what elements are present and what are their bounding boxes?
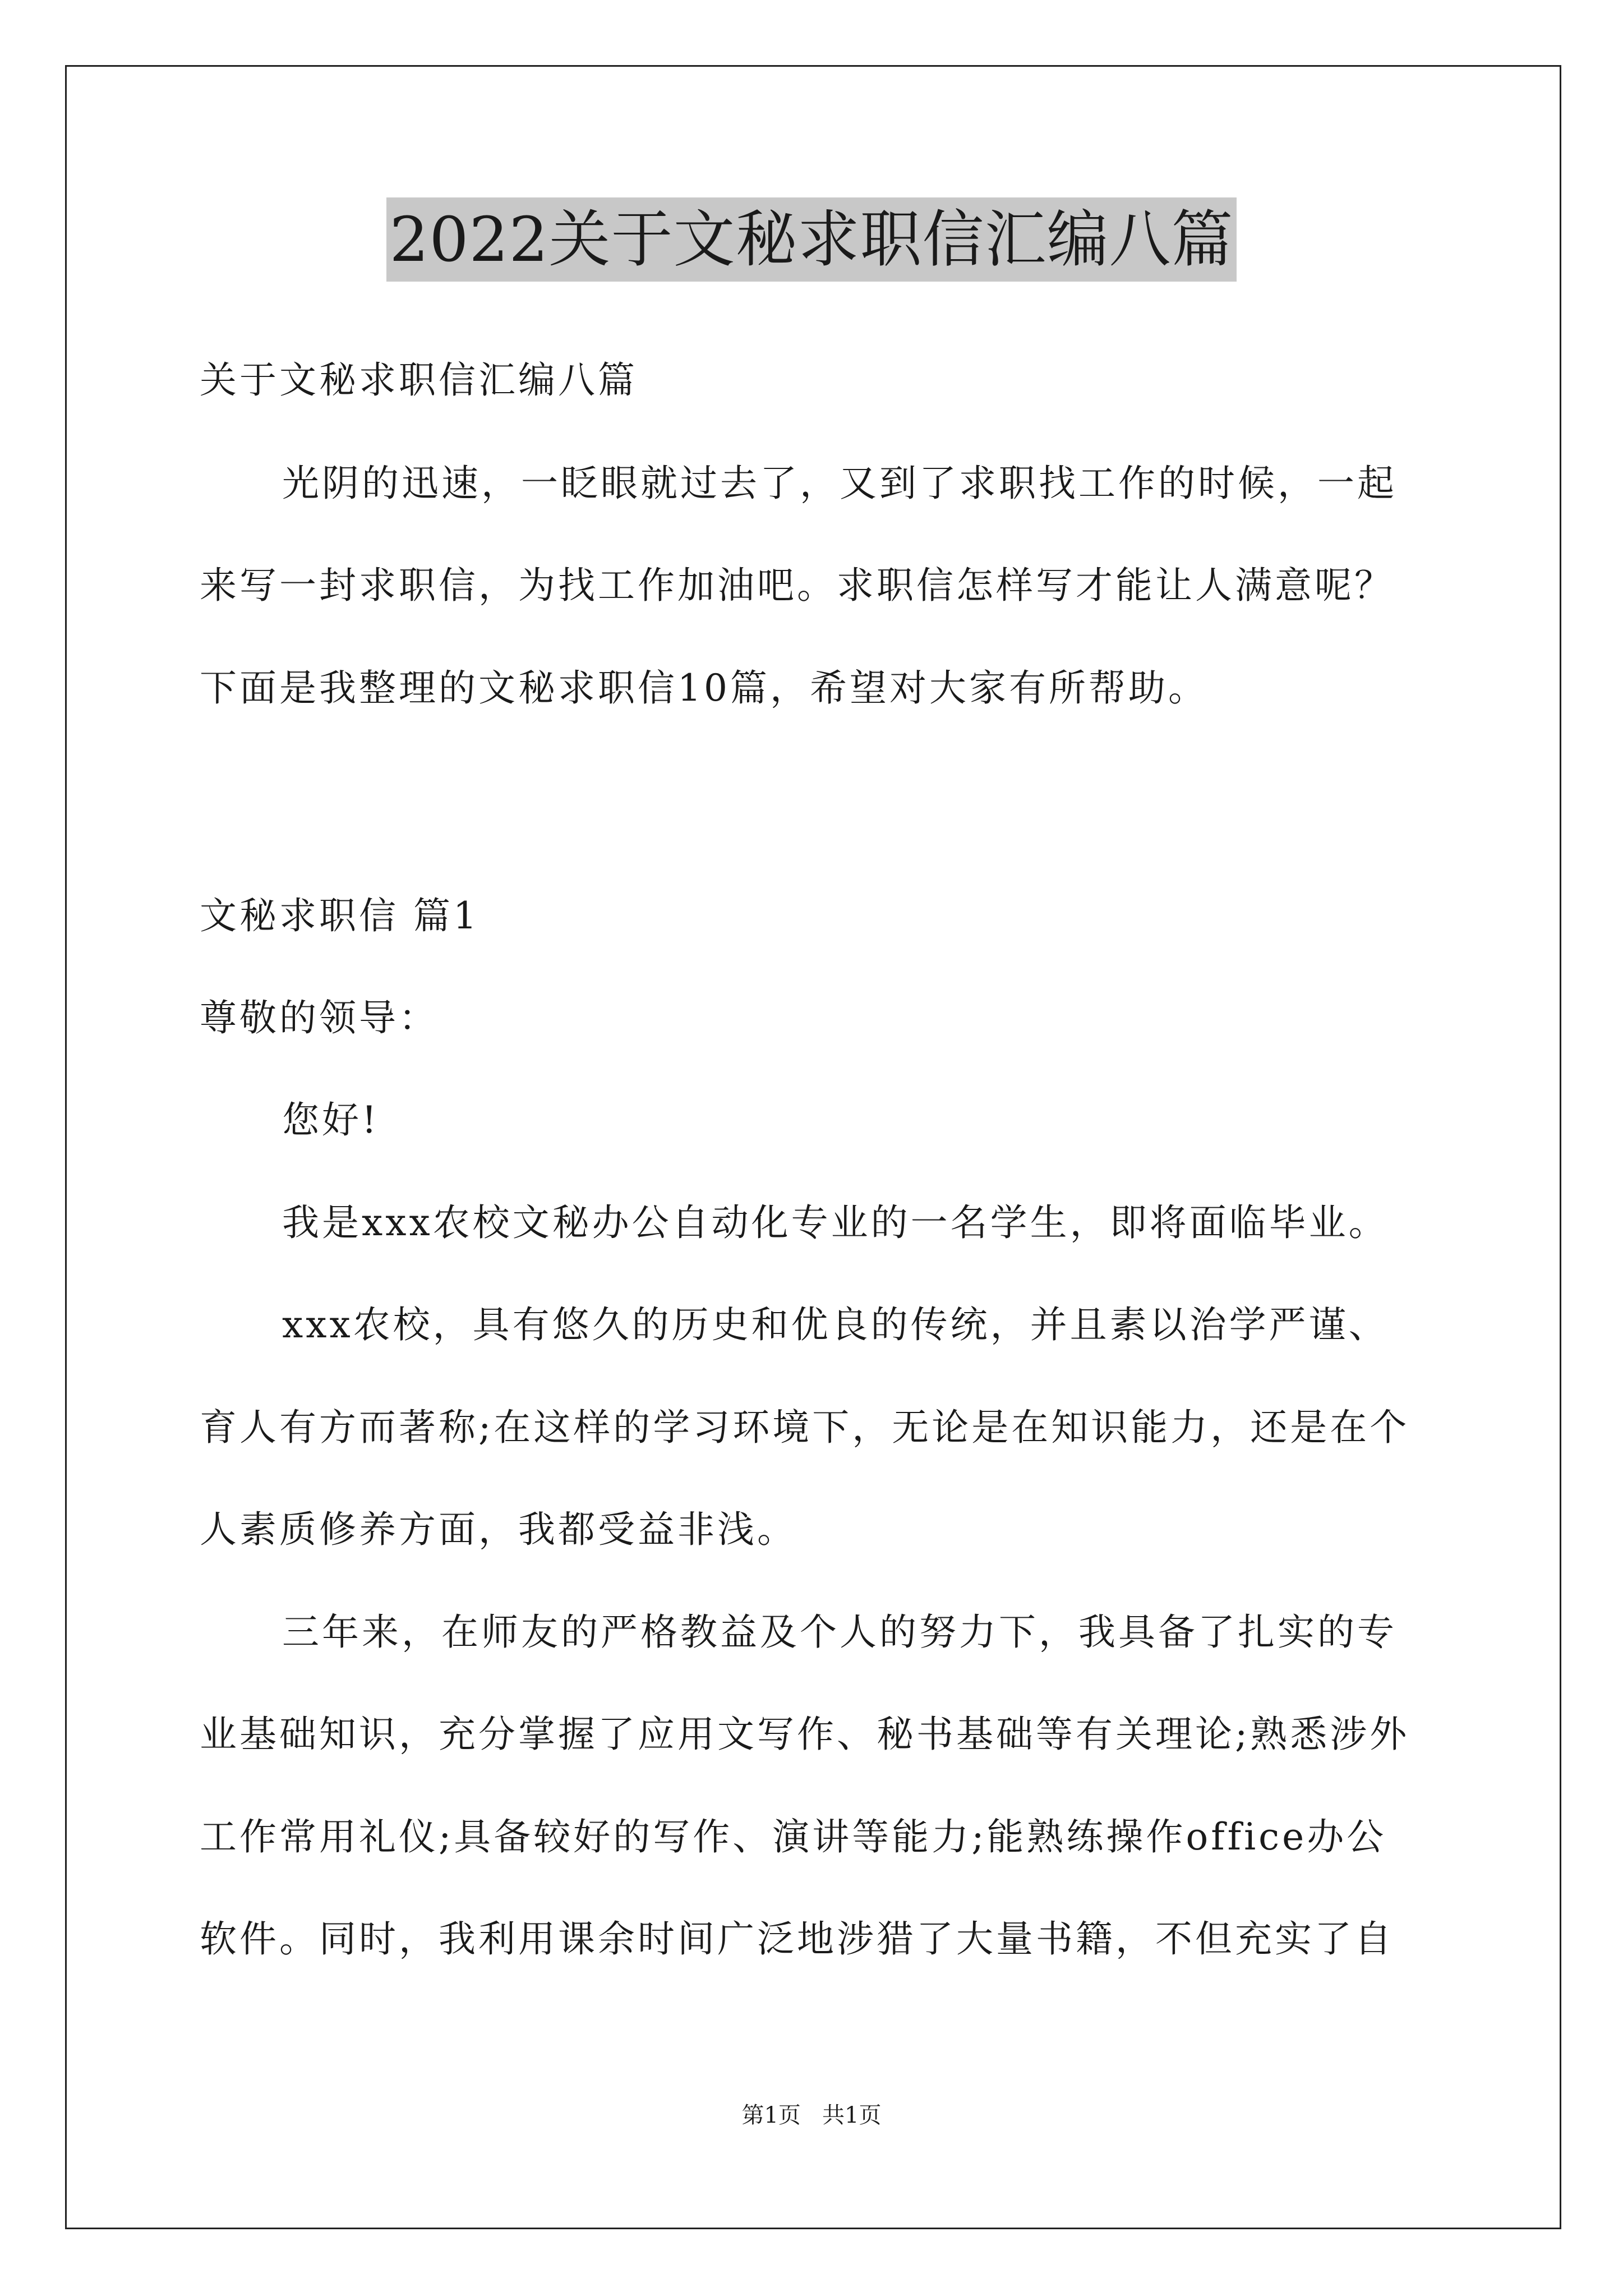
greeting-line: 您好! xyxy=(282,1098,380,1142)
paragraph-line: 下面是我整理的文秘求职信10篇，希望对大家有所帮助。 xyxy=(200,666,1208,710)
page-footer: 第1页 共1页 xyxy=(741,2102,882,2128)
subtitle-line: 关于文秘求职信汇编八篇 xyxy=(200,358,638,402)
paragraph-line: 育人有方而著称;在这样的学习环境下，无论是在知识能力，还是在个 xyxy=(200,1406,1410,1449)
salutation-line: 尊敬的领导： xyxy=(200,996,439,1039)
paragraph-line: xxx农校，具有悠久的历史和优良的传统，并且素以治学严谨、 xyxy=(282,1303,1389,1346)
paragraph-line: 三年来，在师友的严格教益及个人的努力下，我具备了扎实的专 xyxy=(282,1611,1397,1654)
paragraph-line: 我是xxx农校文秘办公自动化专业的一名学生，即将面临毕业。 xyxy=(282,1201,1389,1244)
title-container xyxy=(0,197,1623,282)
document-title: 2022关于文秘求职信汇编八篇 xyxy=(386,197,1237,282)
paragraph-line: 软件。同时，我利用课余时间广泛地涉猎了大量书籍，不但充实了自 xyxy=(200,1917,1394,1961)
paragraph-line: 人素质修养方面，我都受益非浅。 xyxy=(200,1508,797,1551)
paragraph-line: 业基础知识，充分掌握了应用文写作、秘书基础等有关理论;熟悉涉外 xyxy=(200,1713,1410,1756)
section-heading: 文秘求职信 篇1 xyxy=(200,894,479,937)
paragraph-line: 光阴的迅速，一眨眼就过去了，又到了求职找工作的时候，一起 xyxy=(282,462,1397,505)
paragraph-line: 来写一封求职信，为找工作加油吧。求职信怎样写才能让人满意呢？ xyxy=(200,564,1394,607)
paragraph-line: 工作常用礼仪;具备较好的写作、演讲等能力;能熟练操作office办公 xyxy=(200,1815,1387,1858)
